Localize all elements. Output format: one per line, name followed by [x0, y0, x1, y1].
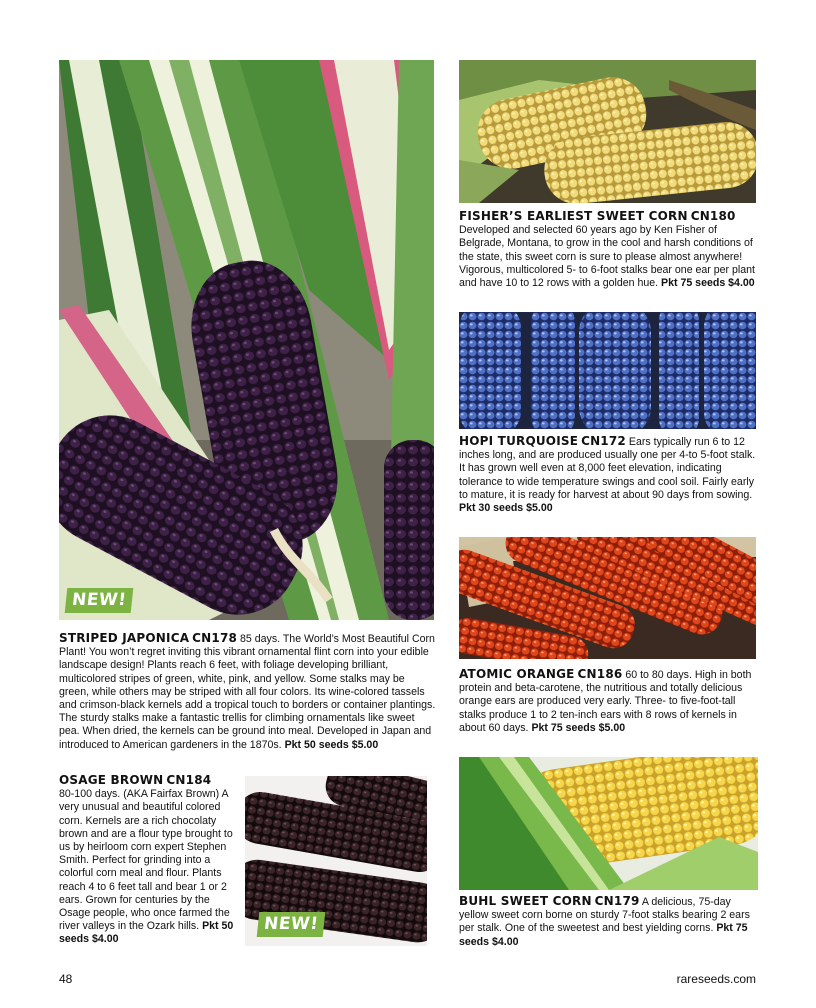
page-number: 48	[59, 972, 73, 986]
fisher-description: Developed and selected 60 years ago by Ken Fisher of Belgrade, Montana, to grow in the cool and harsh conditions of the state, this sweet corn is sure to please almost anywhere! Vigorous, multicolored 5- to 6-foot stalks bear one ear per plant and have 10 to 12 rows with a golden hue.	[459, 224, 756, 290]
striped-code: CN178	[192, 631, 238, 645]
buhl-price: Pkt 75 seeds $4.00	[459, 922, 748, 948]
atomic-price: Pkt 75 seeds $5.00	[531, 721, 626, 734]
fisher-price: Pkt 75 seeds $4.00	[661, 277, 755, 290]
hopi-turquoise-photo	[459, 312, 756, 429]
atomic-title: ATOMIC ORANGE	[459, 667, 575, 681]
atomic-orange-photo	[459, 537, 756, 659]
hopi-title: HOPI TURQUOISE	[459, 434, 579, 448]
atomic-code: CN186	[577, 667, 623, 681]
osage-entry	[59, 774, 239, 947]
hopi-code: CN172	[581, 434, 626, 448]
hopi-description: Ears typically run 6 to 12 inches long, and are produced usually one per 4-to 5-foot stalk. It has grown well even at 8,000 feet elevation, indicating tolerance to wide temperature swings and cool soil. Fairly early to mature, it is ready for harvest at about 90 days from sowing.	[459, 436, 756, 501]
website-link[interactable]: rareseeds.com	[676, 972, 756, 986]
osage-price: Pkt 50 seeds $4.00	[59, 920, 234, 946]
buhl-sweet-corn-photo	[459, 757, 758, 890]
atomic-description: 60 to 80 days. High in both protein and beta-carotene, the nutritious and totally delicious orange ears are produced very early. Three- to five-foot-tall stalks produce 1 to 2 ten-inch ears with 8 rows of kernels in about 60 days.	[459, 669, 752, 734]
striped-japonica-photo	[59, 60, 434, 620]
new-badge-striped: NEW!	[65, 588, 134, 613]
osage-description: 80-100 days. (AKA Fairfax Brown) A very unusual and beautiful colored corn. Kernels are a rich chocolaty brown and are a flour type brought to us by heirloom corn expert Stephen Smith. Perfect for grinding into a colorful corn meal and flour. Plants reach 4 to 6 feet tall and bear 1 or 2 ears. Grown for centuries by the Osage people, who once farmed the river valleys in the Ozark hills.	[59, 788, 233, 933]
fisher-sweet-corn-photo	[459, 60, 756, 203]
striped-description: 85 days. The World’s Most Beautiful Corn Plant! You won’t regret inviting this vibrant ornamental flint corn into your edible landscape design! Plants reach 6 feet, with foliage developing brilliant, multicolored stripes of green, white, pink, and yellow. Some stalks may be green, while others may be striped with all four colors. Its wine-colored tassels and crimson-black kernels add a tropical touch to borders or container plantings. The sturdy stalks make a fantastic trellis for climbing ornamentals like sweet pea. When dried, the kernels can be ground into meal. Developed in Japan and introduced to American gardeners in the 1870s.	[59, 633, 436, 751]
buhl-title: BUHL SWEET CORN	[459, 894, 592, 908]
atomic-entry	[459, 668, 759, 735]
fisher-code: CN180	[690, 209, 736, 223]
striped-title: STRIPED JAPONICA	[59, 631, 190, 645]
fisher-entry	[459, 210, 759, 290]
hopi-price: Pkt 30 seeds $5.00	[459, 502, 553, 515]
fisher-title: FISHER’S EARLIEST SWEET CORN	[459, 209, 688, 223]
striped-price: Pkt 50 seeds $5.00	[284, 738, 379, 751]
buhl-code: CN179	[594, 894, 640, 908]
striped-entry	[59, 632, 436, 752]
buhl-description: A delicious, 75-day yellow sweet corn borne on sturdy 7-foot stalks bearing 2 ears per stalk. One of the sweetest and best yielding corns.	[459, 896, 750, 935]
osage-title: OSAGE BROWN	[59, 773, 164, 787]
hopi-entry	[459, 435, 759, 515]
new-badge-osage: NEW!	[257, 912, 326, 937]
buhl-entry	[459, 895, 759, 949]
osage-code: CN184	[166, 773, 212, 787]
